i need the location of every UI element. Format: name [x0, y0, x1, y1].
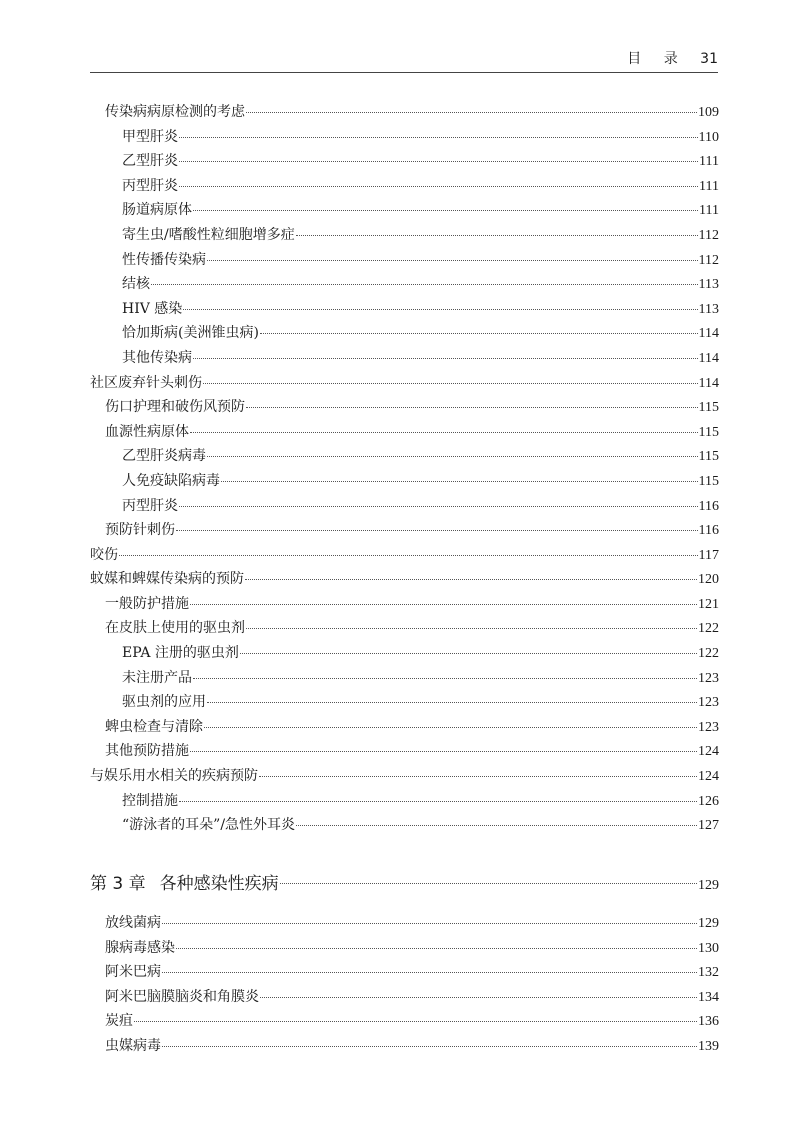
chapter-name: 各种感染性疾病 — [159, 874, 279, 894]
toc-entry-page: 116 — [698, 498, 719, 514]
toc-entry-title: 控制措施 — [122, 792, 178, 809]
leader-dots — [245, 565, 697, 580]
leader-dots — [190, 737, 697, 752]
toc-entry[interactable] — [90, 715, 719, 740]
toc-entry[interactable] — [90, 174, 719, 199]
leader-dots — [259, 762, 697, 777]
toc-entry-title: 其他传染病 — [122, 349, 192, 366]
toc-entry-page: 124 — [698, 769, 719, 785]
toc-entry-page: 132 — [698, 965, 719, 981]
toc-entry-title: 乙型肝炎 — [122, 153, 178, 170]
leader-dots — [179, 787, 697, 802]
toc-entry[interactable] — [90, 567, 719, 592]
toc-entry-title: 乙型肝炎病毒 — [122, 448, 206, 465]
leader-dots — [162, 958, 697, 973]
leader-dots — [296, 811, 697, 826]
toc-entry[interactable] — [90, 444, 719, 469]
toc-list — [90, 100, 719, 838]
leader-dots — [207, 688, 697, 703]
toc-entry-page: 123 — [698, 719, 719, 735]
toc-entry-page: 134 — [698, 989, 719, 1005]
toc-entry-page: 112 — [698, 227, 719, 243]
toc-entry[interactable] — [90, 690, 719, 715]
toc-entry-page: 111 — [699, 203, 719, 219]
toc-entry-page: 114 — [698, 375, 719, 391]
toc-entry-page: 120 — [698, 572, 719, 588]
leader-dots — [179, 492, 698, 507]
leader-dots — [176, 516, 698, 531]
toc-entry-page: 122 — [698, 621, 719, 637]
toc-entry-title: 阿米巴脑膜脑炎和角膜炎 — [105, 988, 259, 1005]
chapter-toc-list — [90, 911, 719, 1059]
toc-entry-title: 性传播传染病 — [122, 251, 206, 268]
leader-dots — [260, 319, 698, 334]
leader-dots — [246, 393, 698, 408]
toc-entry-page: 112 — [698, 252, 719, 268]
toc-entry[interactable] — [90, 469, 719, 494]
toc-entry[interactable] — [90, 641, 719, 666]
toc-entry-title: 炭疽 — [105, 1013, 133, 1030]
toc-entry-title: 未注册产品 — [122, 669, 192, 686]
toc-entry-page: 115 — [698, 449, 719, 465]
toc-entry[interactable] — [90, 543, 719, 568]
leader-dots — [240, 639, 697, 654]
toc-entry-page: 110 — [698, 129, 719, 145]
toc-entry-title: 其他预防措施 — [105, 743, 189, 760]
toc-entry-title: 腺病毒感染 — [105, 939, 175, 956]
leader-dots — [246, 614, 697, 629]
toc-entry[interactable] — [90, 985, 719, 1010]
toc-entry-page: 126 — [698, 793, 719, 809]
toc-entry[interactable] — [90, 764, 719, 789]
toc-entry[interactable] — [90, 789, 719, 814]
toc-entry[interactable] — [90, 223, 719, 248]
chapter-page: 129 — [698, 878, 719, 893]
toc-entry[interactable] — [90, 248, 719, 273]
leader-dots — [179, 147, 698, 162]
leader-dots — [221, 467, 698, 482]
leader-dots — [203, 369, 698, 384]
leader-dots — [162, 909, 697, 924]
toc-entry-page: 113 — [698, 301, 719, 317]
leader-dots — [176, 934, 697, 949]
toc-entry-title: 与娱乐用水相关的疾病预防 — [90, 768, 258, 785]
toc-entry[interactable] — [90, 100, 719, 125]
toc-entry-title: 在皮肤上使用的驱虫剂 — [105, 620, 245, 637]
leader-dots — [296, 221, 698, 236]
toc-entry-title: 恰加斯病(美洲锥虫病) — [122, 325, 259, 342]
toc-entry-page: 114 — [698, 350, 719, 366]
toc-entry[interactable] — [90, 395, 719, 420]
running-header — [90, 48, 718, 70]
header-rule — [90, 72, 718, 73]
toc-entry-title: 丙型肝炎 — [122, 177, 178, 194]
toc-entry[interactable] — [90, 198, 719, 223]
leader-dots — [190, 590, 697, 605]
toc-entry[interactable] — [90, 420, 719, 445]
toc-entry-page: 111 — [699, 178, 719, 194]
leader-dots — [179, 172, 698, 187]
toc-entry-title: 驱虫剂的应用 — [122, 694, 206, 711]
toc-entry-title: 丙型肝炎 — [122, 497, 178, 514]
leader-dots — [134, 1007, 697, 1022]
leader-dots — [193, 664, 697, 679]
toc-entry-title: EPA 注册的驱虫剂 — [122, 645, 239, 662]
toc-entry-page: 109 — [698, 105, 719, 120]
leader-dots — [119, 541, 698, 556]
toc-entry[interactable] — [90, 518, 719, 543]
toc-entry[interactable] — [90, 666, 719, 691]
toc-entry-page: 114 — [698, 326, 719, 342]
toc-entry-title: 伤口护理和破伤风预防 — [105, 399, 245, 416]
toc-entry-title: 甲型肝炎 — [122, 128, 178, 145]
toc-entry-page: 136 — [698, 1014, 719, 1030]
toc-entry-page: 121 — [698, 596, 719, 612]
header-section-1: 目 — [627, 51, 642, 67]
toc-entry-title: 咬伤 — [90, 546, 118, 563]
toc-entry[interactable] — [90, 936, 719, 961]
toc-entry-title: HIV 感染 — [122, 300, 183, 317]
toc-entry-page: 129 — [698, 916, 719, 931]
toc-entry-title: 一般防护措施 — [105, 595, 189, 612]
leader-dots — [207, 442, 698, 457]
toc-entry-title: 预防针刺伤 — [105, 522, 175, 539]
toc-entry-title: 蜱虫检查与清除 — [105, 718, 203, 735]
toc-entry-title: 传染病病原检测的考虑 — [105, 104, 245, 120]
toc-entry-page: 115 — [698, 473, 719, 489]
toc-entry[interactable] — [90, 739, 719, 764]
toc-entry-title: 虫媒病毒 — [105, 1037, 161, 1054]
toc-entry[interactable] — [90, 592, 719, 617]
toc-entry[interactable] — [90, 494, 719, 519]
leader-dots — [260, 983, 697, 998]
toc-entry-page: 117 — [698, 547, 719, 563]
toc-entry-title: 社区废弃针头刺伤 — [90, 374, 202, 391]
toc-entry-page: 115 — [698, 424, 719, 440]
leader-dots — [151, 270, 698, 285]
toc-entry[interactable] — [90, 813, 719, 838]
chapter-title — [90, 870, 279, 898]
toc-entry-title: 结核 — [122, 276, 150, 293]
toc-entry-title: 肠道病原体 — [122, 202, 192, 219]
toc-entry-page: 116 — [698, 523, 719, 539]
toc-entry-page: 127 — [698, 818, 719, 834]
header-text — [609, 48, 718, 68]
toc-entry[interactable] — [90, 911, 719, 936]
toc-entry-page: 113 — [698, 277, 719, 293]
toc-entry-page: 123 — [698, 695, 719, 711]
toc-entry-title: 蚊媒和蜱媒传染病的预防 — [90, 571, 244, 588]
leader-dots — [183, 295, 697, 310]
leader-dots — [179, 123, 698, 138]
toc-entry[interactable] — [90, 1009, 719, 1034]
toc-entry-title: 人免疫缺陷病毒 — [122, 472, 220, 489]
toc-entry[interactable] — [90, 1034, 719, 1059]
toc-entry[interactable] — [90, 346, 719, 371]
toc-entry-title: 放线菌病 — [105, 915, 161, 931]
toc-entry[interactable] — [90, 297, 719, 322]
toc-entry-page: 115 — [698, 400, 719, 416]
toc-entry[interactable] — [90, 960, 719, 985]
chapter-heading[interactable] — [90, 870, 719, 898]
toc-entry[interactable] — [90, 321, 719, 346]
chapter-number: 第 3 章 — [90, 874, 146, 894]
toc-entry[interactable] — [90, 272, 719, 297]
toc-entry-title: 阿米巴病 — [105, 964, 161, 981]
toc-entry[interactable] — [90, 616, 719, 641]
toc-entry[interactable] — [90, 125, 719, 150]
header-page-number: 31 — [700, 51, 718, 67]
toc-entry-page: 139 — [698, 1038, 719, 1054]
leader-dots — [190, 418, 698, 433]
toc-entry[interactable] — [90, 149, 719, 174]
toc-entry-title: 血源性病原体 — [105, 423, 189, 440]
toc-entry-page: 111 — [699, 154, 719, 170]
toc-entry-page: 130 — [698, 940, 719, 956]
leader-dots — [204, 713, 697, 728]
leader-dots — [193, 196, 698, 211]
toc-entry-title: “游泳者的耳朵”/急性外耳炎 — [122, 817, 296, 834]
leader-dots — [207, 246, 698, 261]
toc-entry-page: 124 — [698, 744, 719, 760]
toc-entry-page: 123 — [698, 670, 719, 686]
toc-entry-page: 122 — [698, 646, 719, 662]
leader-dots — [162, 1032, 697, 1047]
toc-entry-title: 寄生虫/嗜酸性粒细胞增多症 — [122, 226, 295, 243]
leader-dots — [246, 98, 697, 113]
header-section-2: 录 — [663, 51, 678, 67]
toc-entry[interactable] — [90, 371, 719, 396]
leader-dots — [280, 867, 697, 884]
leader-dots — [193, 344, 698, 359]
